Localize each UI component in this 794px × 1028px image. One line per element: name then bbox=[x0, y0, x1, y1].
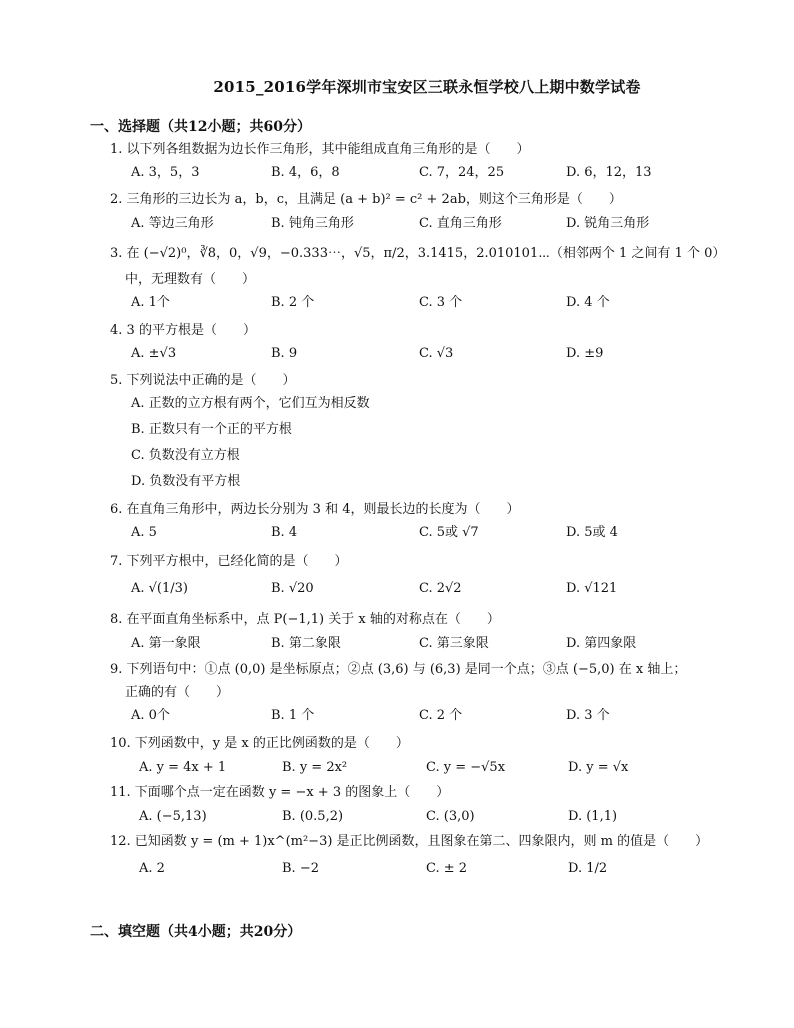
option-5b: B. 正数只有一个正的平方根 bbox=[131, 422, 292, 437]
option-2d: D. 锐角三角形 bbox=[566, 216, 650, 231]
option-3d: D. 4 个 bbox=[566, 295, 610, 310]
page-title: 2015_2016学年深圳市宝安区三联永恒学校八上期中数学试卷 bbox=[213, 78, 641, 96]
option-5d: D. 负数没有平方根 bbox=[131, 474, 241, 489]
option-11c: C. (3,0) bbox=[426, 809, 475, 824]
option-3b: B. 2 个 bbox=[271, 295, 315, 310]
section-heading-choice: 一、选择题（共12小题；共60分） bbox=[90, 119, 311, 135]
question-5: 5. 下列说法中正确的是（ ） bbox=[110, 373, 296, 388]
option-8c: C. 第三象限 bbox=[419, 636, 489, 651]
option-2c: C. 直角三角形 bbox=[419, 216, 502, 231]
question-7: 7. 下列平方根中，已经化简的是（ ） bbox=[110, 554, 348, 569]
option-3c: C. 3 个 bbox=[419, 295, 463, 310]
option-7d: D. √121 bbox=[566, 581, 618, 596]
option-11b: B. (0.5,2) bbox=[282, 809, 344, 824]
option-11d: D. (1,1) bbox=[568, 809, 618, 824]
question-8: 8. 在平面直角坐标系中，点 P(−1,1) 关于 x 轴的对称点在（ ） bbox=[110, 612, 500, 627]
option-8d: D. 第四象限 bbox=[566, 636, 637, 651]
question-11: 11. 下面哪个点一定在函数 y = −x + 3 的图象上（ ） bbox=[110, 785, 450, 800]
option-2b: B. 钝角三角形 bbox=[271, 216, 354, 231]
option-4c: C. √3 bbox=[419, 346, 454, 361]
option-1a: A. 3，5，3 bbox=[131, 165, 200, 180]
option-9a: A. 0个 bbox=[131, 708, 170, 723]
option-12c: C. ± 2 bbox=[426, 861, 468, 876]
question-10: 10. 下列函数中，y 是 x 的正比例函数的是（ ） bbox=[110, 736, 409, 751]
question-12: 12. 已知函数 y = (m + 1)x^(m²−3) 是正比例函数，且图象在第二、四象限内，则 m 的值是（ ） bbox=[110, 834, 709, 849]
option-2a: A. 等边三角形 bbox=[131, 216, 214, 231]
option-1c: C. 7，24，25 bbox=[419, 165, 505, 180]
option-1d: D. 6，12，13 bbox=[566, 165, 652, 180]
option-5c: C. 负数没有立方根 bbox=[131, 448, 240, 463]
option-12d: D. 1/2 bbox=[568, 861, 608, 876]
option-10a: A. y = 4x + 1 bbox=[139, 760, 227, 775]
question-9: 9. 下列语句中：①点 (0,0) 是坐标原点；②点 (3,6) 与 (6,3) 是同一个点；③点 (−5,0) 在 x 轴上； bbox=[110, 662, 687, 677]
question-6: 6. 在直角三角形中，两边长分别为 3 和 4，则最长边的长度为（ ） bbox=[110, 502, 520, 517]
option-9d: D. 3 个 bbox=[566, 708, 610, 723]
option-4b: B. 9 bbox=[271, 346, 298, 361]
option-12a: A. 2 bbox=[139, 861, 165, 876]
option-12b: B. −2 bbox=[282, 861, 319, 876]
section-heading-fill: 二、填空题（共4小题；共20分） bbox=[90, 924, 302, 940]
question-3-cont: 中，无理数有（ ） bbox=[125, 272, 256, 287]
question-4: 4. 3 的平方根是（ ） bbox=[110, 323, 256, 338]
question-3: 3. 在 (−√2)⁰，∛8，0，√9，−0.333⋯，√5，π/2，3.1415，2.010101⋯（相邻两个 1 之间有 1 个 0） bbox=[110, 246, 726, 261]
option-8b: B. 第二象限 bbox=[271, 636, 341, 651]
option-1b: B. 4，6，8 bbox=[271, 165, 340, 180]
option-10d: D. y = √x bbox=[568, 760, 629, 775]
option-9b: B. 1 个 bbox=[271, 708, 315, 723]
option-10b: B. y = 2x² bbox=[282, 760, 348, 775]
option-6a: A. 5 bbox=[131, 525, 157, 540]
question-2: 2. 三角形的三边长为 a，b，c，且满足 (a + b)² = c² + 2ab，则这个三角形是（ ） bbox=[110, 192, 622, 207]
option-7c: C. 2√2 bbox=[419, 581, 462, 596]
option-6c: C. 5或 √7 bbox=[419, 525, 479, 540]
option-8a: A. 第一象限 bbox=[131, 636, 201, 651]
option-4a: A. ±√3 bbox=[131, 346, 177, 361]
option-10c: C. y = −√5x bbox=[426, 760, 506, 775]
option-7b: B. √20 bbox=[271, 581, 314, 596]
option-11a: A. (−5,13) bbox=[139, 809, 207, 824]
option-4d: D. ±9 bbox=[566, 346, 604, 361]
option-5a: A. 正数的立方根有两个，它们互为相反数 bbox=[131, 396, 370, 411]
option-6b: B. 4 bbox=[271, 525, 298, 540]
option-7a: A. √(1/3) bbox=[131, 581, 189, 596]
option-3a: A. 1个 bbox=[131, 295, 170, 310]
question-9-cont: 正确的有（ ） bbox=[125, 685, 230, 700]
option-6d: D. 5或 4 bbox=[566, 525, 618, 540]
option-9c: C. 2 个 bbox=[419, 708, 463, 723]
question-1: 1. 以下列各组数据为边长作三角形，其中能组成直角三角形的是（ ） bbox=[110, 142, 530, 157]
